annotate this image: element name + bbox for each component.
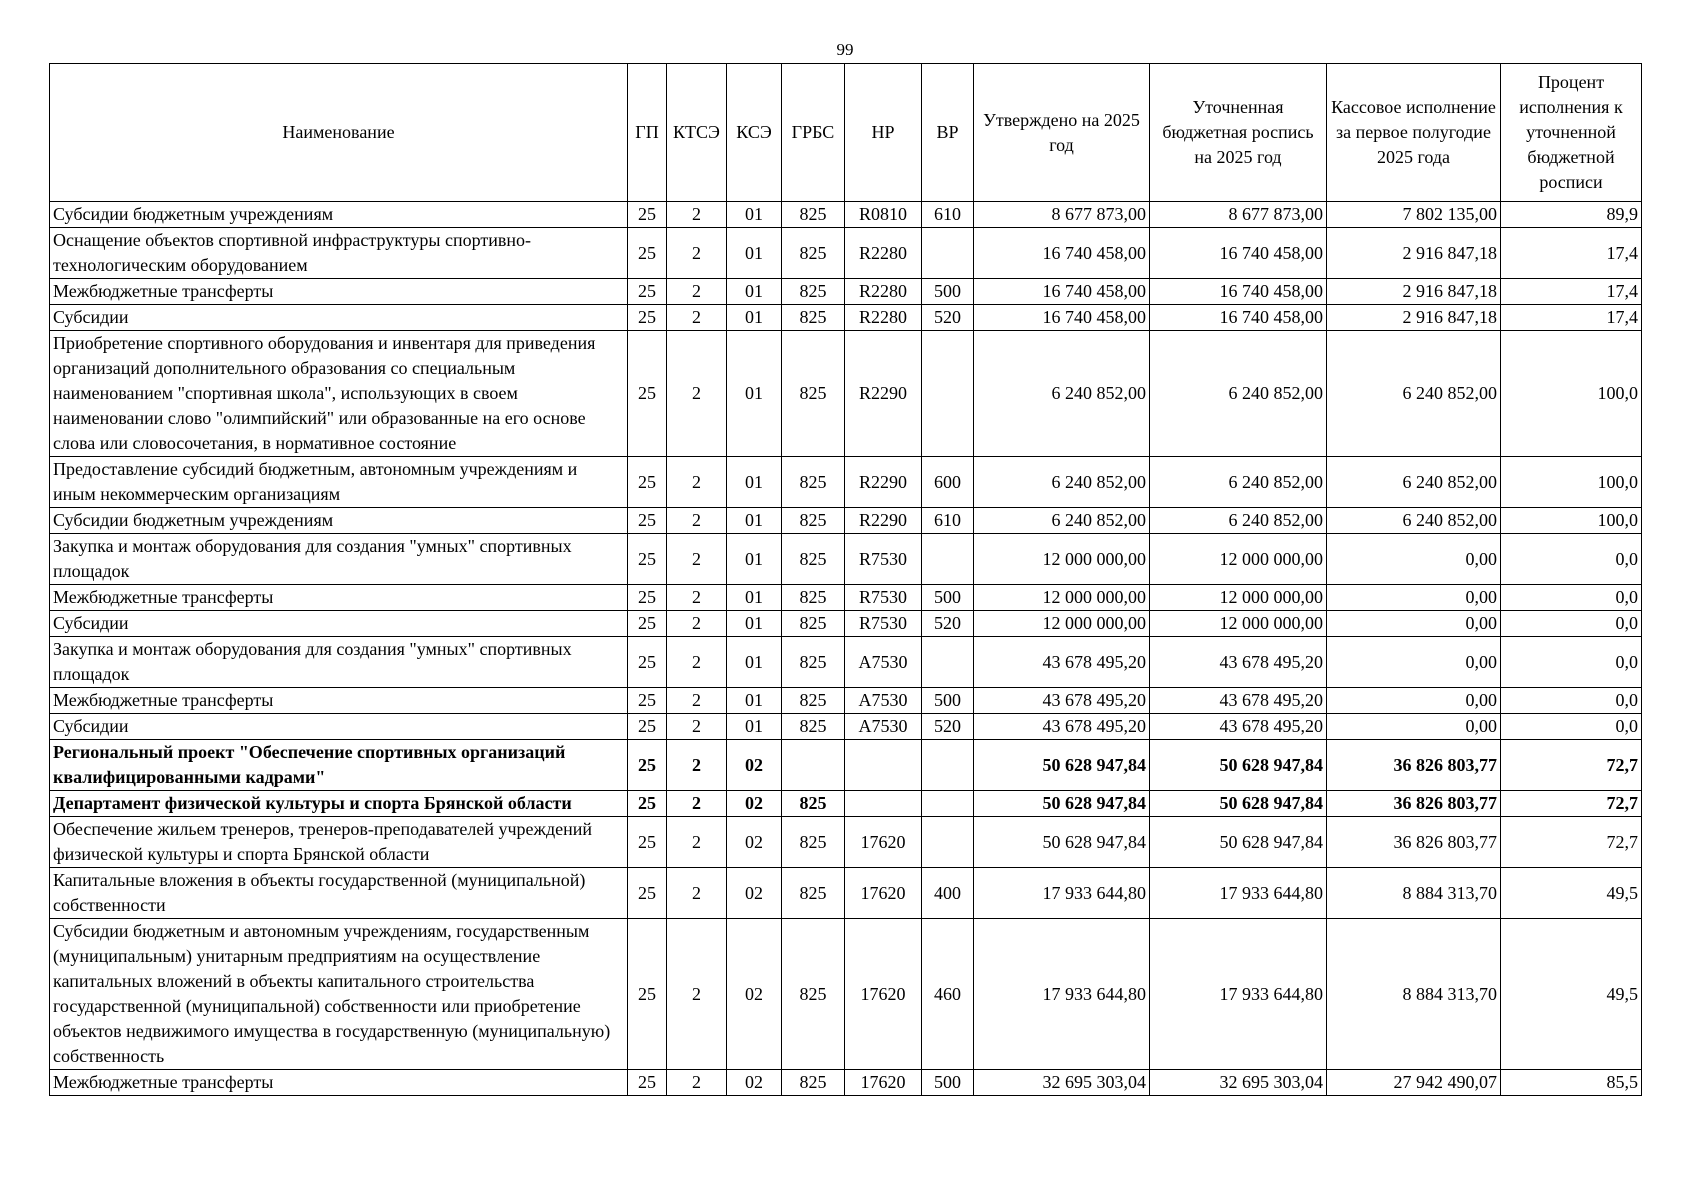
cell-gp: 25 (628, 228, 667, 279)
cell-kse: 01 (727, 637, 782, 688)
cell-cash: 0,00 (1327, 688, 1501, 714)
cell-ktse: 2 (667, 791, 727, 817)
cell-cash: 7 802 135,00 (1327, 202, 1501, 228)
cell-ktse: 2 (667, 740, 727, 791)
cell-kse: 01 (727, 305, 782, 331)
cell-percent: 49,5 (1501, 868, 1642, 919)
cell-grbs: 825 (782, 688, 845, 714)
cell-name: Приобретение спортивного оборудования и инвентаря для приведения организаций дополнительного образования со специальным наименованием "спортивная школа", использующих в своем наименовании слово "олимпийский" или образованные на его основе слова или словосочетания, в нормативное состояние (50, 331, 628, 457)
cell-refined: 50 628 947,84 (1150, 740, 1327, 791)
cell-vr (922, 740, 974, 791)
cell-gp: 25 (628, 457, 667, 508)
cell-grbs: 825 (782, 817, 845, 868)
cell-approved: 6 240 852,00 (974, 331, 1150, 457)
cell-ktse: 2 (667, 331, 727, 457)
cell-grbs (782, 740, 845, 791)
cell-name: Оснащение объектов спортивной инфраструктуры спортивно-технологическим оборудованием (50, 228, 628, 279)
cell-refined: 17 933 644,80 (1150, 919, 1327, 1070)
cell-np: R7530 (845, 534, 922, 585)
cell-grbs: 825 (782, 331, 845, 457)
cell-grbs: 825 (782, 228, 845, 279)
cell-percent: 100,0 (1501, 457, 1642, 508)
cell-percent: 85,5 (1501, 1070, 1642, 1096)
cell-np: 17620 (845, 817, 922, 868)
cell-kse: 01 (727, 457, 782, 508)
cell-gp: 25 (628, 585, 667, 611)
cell-kse: 02 (727, 740, 782, 791)
cell-percent: 100,0 (1501, 508, 1642, 534)
cell-approved: 16 740 458,00 (974, 305, 1150, 331)
cell-grbs: 825 (782, 611, 845, 637)
cell-refined: 8 677 873,00 (1150, 202, 1327, 228)
cell-name: Обеспечение жильем тренеров, тренеров-преподавателей учреждений физической культуры и спорта Брянской области (50, 817, 628, 868)
table-row (50, 740, 1642, 791)
cell-np: 17620 (845, 1070, 922, 1096)
cell-name: Субсидии (50, 714, 628, 740)
table-row (50, 202, 1642, 228)
cell-refined: 12 000 000,00 (1150, 585, 1327, 611)
cell-grbs: 825 (782, 919, 845, 1070)
cell-name: Субсидии бюджетным учреждениям (50, 508, 628, 534)
table-row (50, 331, 1642, 457)
table-row (50, 868, 1642, 919)
cell-approved: 43 678 495,20 (974, 637, 1150, 688)
header-grbs: ГРБС (782, 64, 845, 202)
cell-kse: 01 (727, 714, 782, 740)
cell-cash: 36 826 803,77 (1327, 740, 1501, 791)
table-row (50, 585, 1642, 611)
header-cash: Кассовое исполнение за первое полугодие 2025 года (1327, 64, 1501, 202)
cell-name: Закупка и монтаж оборудования для создания "умных" спортивных площадок (50, 637, 628, 688)
cell-ktse: 2 (667, 457, 727, 508)
cell-gp: 25 (628, 611, 667, 637)
cell-cash: 0,00 (1327, 534, 1501, 585)
table-row (50, 791, 1642, 817)
cell-grbs: 825 (782, 637, 845, 688)
cell-vr (922, 331, 974, 457)
cell-percent: 0,0 (1501, 637, 1642, 688)
cell-np: R2290 (845, 508, 922, 534)
cell-grbs: 825 (782, 508, 845, 534)
cell-vr (922, 791, 974, 817)
header-approved: Утверждено на 2025 год (974, 64, 1150, 202)
cell-ktse: 2 (667, 688, 727, 714)
cell-refined: 17 933 644,80 (1150, 868, 1327, 919)
cell-ktse: 2 (667, 714, 727, 740)
cell-name: Межбюджетные трансферты (50, 279, 628, 305)
cell-approved: 6 240 852,00 (974, 457, 1150, 508)
cell-vr: 460 (922, 919, 974, 1070)
table-row (50, 457, 1642, 508)
cell-refined: 16 740 458,00 (1150, 228, 1327, 279)
cell-refined: 50 628 947,84 (1150, 791, 1327, 817)
cell-vr: 600 (922, 457, 974, 508)
cell-percent: 72,7 (1501, 740, 1642, 791)
cell-grbs: 825 (782, 202, 845, 228)
header-refined: Уточненная бюджетная роспись на 2025 год (1150, 64, 1327, 202)
cell-cash: 2 916 847,18 (1327, 279, 1501, 305)
cell-grbs: 825 (782, 534, 845, 585)
cell-kse: 02 (727, 817, 782, 868)
cell-grbs: 825 (782, 1070, 845, 1096)
header-np: НР (845, 64, 922, 202)
cell-vr (922, 817, 974, 868)
cell-kse: 02 (727, 868, 782, 919)
page-number: 99 (836, 40, 854, 59)
cell-gp: 25 (628, 305, 667, 331)
cell-grbs: 825 (782, 714, 845, 740)
cell-refined: 6 240 852,00 (1150, 331, 1327, 457)
cell-kse: 01 (727, 228, 782, 279)
cell-vr: 500 (922, 1070, 974, 1096)
cell-ktse: 2 (667, 202, 727, 228)
cell-grbs: 825 (782, 457, 845, 508)
cell-np: R2280 (845, 279, 922, 305)
cell-np: R2280 (845, 228, 922, 279)
table-row (50, 714, 1642, 740)
cell-name: Предоставление субсидий бюджетным, автономным учреждениям и иным некоммерческим организациям (50, 457, 628, 508)
cell-np: A7530 (845, 637, 922, 688)
cell-percent: 89,9 (1501, 202, 1642, 228)
cell-cash: 2 916 847,18 (1327, 305, 1501, 331)
cell-gp: 25 (628, 791, 667, 817)
cell-cash: 8 884 313,70 (1327, 919, 1501, 1070)
cell-gp: 25 (628, 1070, 667, 1096)
cell-approved: 8 677 873,00 (974, 202, 1150, 228)
cell-percent: 0,0 (1501, 688, 1642, 714)
cell-grbs: 825 (782, 305, 845, 331)
table-row (50, 279, 1642, 305)
cell-approved: 17 933 644,80 (974, 919, 1150, 1070)
cell-approved: 43 678 495,20 (974, 688, 1150, 714)
cell-vr (922, 637, 974, 688)
cell-np: A7530 (845, 688, 922, 714)
header-kse: КСЭ (727, 64, 782, 202)
cell-approved: 12 000 000,00 (974, 611, 1150, 637)
cell-cash: 6 240 852,00 (1327, 331, 1501, 457)
cell-kse: 02 (727, 791, 782, 817)
cell-ktse: 2 (667, 279, 727, 305)
cell-approved: 17 933 644,80 (974, 868, 1150, 919)
cell-np: R2290 (845, 331, 922, 457)
cell-kse: 01 (727, 585, 782, 611)
cell-grbs: 825 (782, 585, 845, 611)
table-row (50, 611, 1642, 637)
cell-percent: 49,5 (1501, 919, 1642, 1070)
cell-np: R7530 (845, 585, 922, 611)
cell-refined: 50 628 947,84 (1150, 817, 1327, 868)
cell-ktse: 2 (667, 1070, 727, 1096)
cell-name: Субсидии (50, 305, 628, 331)
cell-vr: 500 (922, 688, 974, 714)
cell-ktse: 2 (667, 919, 727, 1070)
cell-vr: 610 (922, 508, 974, 534)
table-row (50, 637, 1642, 688)
cell-percent: 0,0 (1501, 611, 1642, 637)
cell-ktse: 2 (667, 817, 727, 868)
cell-vr: 520 (922, 611, 974, 637)
cell-kse: 01 (727, 202, 782, 228)
cell-ktse: 2 (667, 585, 727, 611)
header-name: Наименование (50, 64, 628, 202)
cell-ktse: 2 (667, 868, 727, 919)
cell-cash: 2 916 847,18 (1327, 228, 1501, 279)
cell-cash: 0,00 (1327, 714, 1501, 740)
table-row (50, 1070, 1642, 1096)
cell-cash: 0,00 (1327, 611, 1501, 637)
cell-ktse: 2 (667, 228, 727, 279)
cell-grbs: 825 (782, 868, 845, 919)
cell-percent: 72,7 (1501, 817, 1642, 868)
cell-grbs: 825 (782, 279, 845, 305)
cell-approved: 32 695 303,04 (974, 1070, 1150, 1096)
cell-name: Региональный проект "Обеспечение спортивных организаций квалифицированными кадрами" (50, 740, 628, 791)
cell-vr: 520 (922, 305, 974, 331)
cell-name: Межбюджетные трансферты (50, 688, 628, 714)
cell-vr: 610 (922, 202, 974, 228)
cell-cash: 0,00 (1327, 585, 1501, 611)
table-body (50, 202, 1642, 1096)
cell-refined: 16 740 458,00 (1150, 305, 1327, 331)
cell-refined: 6 240 852,00 (1150, 457, 1327, 508)
cell-np: R7530 (845, 611, 922, 637)
cell-approved: 12 000 000,00 (974, 534, 1150, 585)
cell-percent: 72,7 (1501, 791, 1642, 817)
cell-gp: 25 (628, 817, 667, 868)
cell-ktse: 2 (667, 508, 727, 534)
cell-gp: 25 (628, 534, 667, 585)
cell-percent: 0,0 (1501, 585, 1642, 611)
cell-percent: 17,4 (1501, 305, 1642, 331)
cell-kse: 02 (727, 1070, 782, 1096)
cell-kse: 01 (727, 508, 782, 534)
cell-name: Субсидии бюджетным и автономным учреждениям, государственным (муниципальным) унитарным предприятиям на осуществление капитальных вложений в объекты капитального строительства государственной (муниципальной) собственности или приобретение объектов недвижимого имущества в государственную (муниципальную) собственность (50, 919, 628, 1070)
cell-approved: 43 678 495,20 (974, 714, 1150, 740)
cell-refined: 6 240 852,00 (1150, 508, 1327, 534)
cell-refined: 32 695 303,04 (1150, 1070, 1327, 1096)
cell-kse: 01 (727, 534, 782, 585)
cell-name: Межбюджетные трансферты (50, 1070, 628, 1096)
cell-np: 17620 (845, 919, 922, 1070)
cell-refined: 43 678 495,20 (1150, 714, 1327, 740)
cell-gp: 25 (628, 508, 667, 534)
cell-ktse: 2 (667, 637, 727, 688)
cell-name: Департамент физической культуры и спорта Брянской области (50, 791, 628, 817)
cell-name: Капитальные вложения в объекты государственной (муниципальной) собственности (50, 868, 628, 919)
cell-cash: 6 240 852,00 (1327, 508, 1501, 534)
cell-gp: 25 (628, 637, 667, 688)
table-row (50, 919, 1642, 1070)
cell-percent: 17,4 (1501, 279, 1642, 305)
cell-kse: 02 (727, 919, 782, 1070)
cell-refined: 12 000 000,00 (1150, 611, 1327, 637)
cell-approved: 50 628 947,84 (974, 791, 1150, 817)
cell-ktse: 2 (667, 534, 727, 585)
cell-percent: 100,0 (1501, 331, 1642, 457)
cell-gp: 25 (628, 331, 667, 457)
table-row (50, 688, 1642, 714)
cell-approved: 16 740 458,00 (974, 228, 1150, 279)
cell-name: Субсидии бюджетным учреждениям (50, 202, 628, 228)
cell-gp: 25 (628, 279, 667, 305)
cell-name: Субсидии (50, 611, 628, 637)
cell-approved: 6 240 852,00 (974, 508, 1150, 534)
cell-cash: 0,00 (1327, 637, 1501, 688)
header-percent: Процент исполнения к уточненной бюджетной росписи (1501, 64, 1642, 202)
cell-gp: 25 (628, 202, 667, 228)
cell-approved: 50 628 947,84 (974, 817, 1150, 868)
cell-kse: 01 (727, 331, 782, 457)
cell-kse: 01 (727, 688, 782, 714)
cell-gp: 25 (628, 740, 667, 791)
cell-ktse: 2 (667, 305, 727, 331)
cell-vr (922, 534, 974, 585)
table-row (50, 534, 1642, 585)
cell-cash: 36 826 803,77 (1327, 817, 1501, 868)
cell-percent: 0,0 (1501, 534, 1642, 585)
header-row (50, 64, 1642, 202)
cell-name: Межбюджетные трансферты (50, 585, 628, 611)
cell-vr: 400 (922, 868, 974, 919)
cell-approved: 50 628 947,84 (974, 740, 1150, 791)
budget-table (49, 63, 1642, 1096)
cell-np: R2280 (845, 305, 922, 331)
cell-approved: 12 000 000,00 (974, 585, 1150, 611)
cell-gp: 25 (628, 919, 667, 1070)
cell-gp: 25 (628, 688, 667, 714)
cell-vr: 500 (922, 279, 974, 305)
cell-kse: 01 (727, 611, 782, 637)
header-gp: ГП (628, 64, 667, 202)
cell-np: 17620 (845, 868, 922, 919)
cell-approved: 16 740 458,00 (974, 279, 1150, 305)
cell-kse: 01 (727, 279, 782, 305)
cell-np: R2290 (845, 457, 922, 508)
table-row (50, 508, 1642, 534)
cell-cash: 27 942 490,07 (1327, 1070, 1501, 1096)
cell-gp: 25 (628, 868, 667, 919)
cell-cash: 6 240 852,00 (1327, 457, 1501, 508)
cell-np: R0810 (845, 202, 922, 228)
table-row (50, 817, 1642, 868)
cell-percent: 17,4 (1501, 228, 1642, 279)
cell-name: Закупка и монтаж оборудования для создания "умных" спортивных площадок (50, 534, 628, 585)
cell-grbs: 825 (782, 791, 845, 817)
header-ktse: КТСЭ (667, 64, 727, 202)
table-row (50, 305, 1642, 331)
cell-vr (922, 228, 974, 279)
cell-np (845, 740, 922, 791)
cell-np (845, 791, 922, 817)
cell-refined: 43 678 495,20 (1150, 637, 1327, 688)
header-vr: ВР (922, 64, 974, 202)
cell-refined: 43 678 495,20 (1150, 688, 1327, 714)
cell-vr: 520 (922, 714, 974, 740)
cell-np: A7530 (845, 714, 922, 740)
table-row (50, 228, 1642, 279)
cell-refined: 12 000 000,00 (1150, 534, 1327, 585)
cell-refined: 16 740 458,00 (1150, 279, 1327, 305)
cell-percent: 0,0 (1501, 714, 1642, 740)
cell-ktse: 2 (667, 611, 727, 637)
cell-cash: 8 884 313,70 (1327, 868, 1501, 919)
cell-gp: 25 (628, 714, 667, 740)
cell-cash: 36 826 803,77 (1327, 791, 1501, 817)
cell-vr: 500 (922, 585, 974, 611)
